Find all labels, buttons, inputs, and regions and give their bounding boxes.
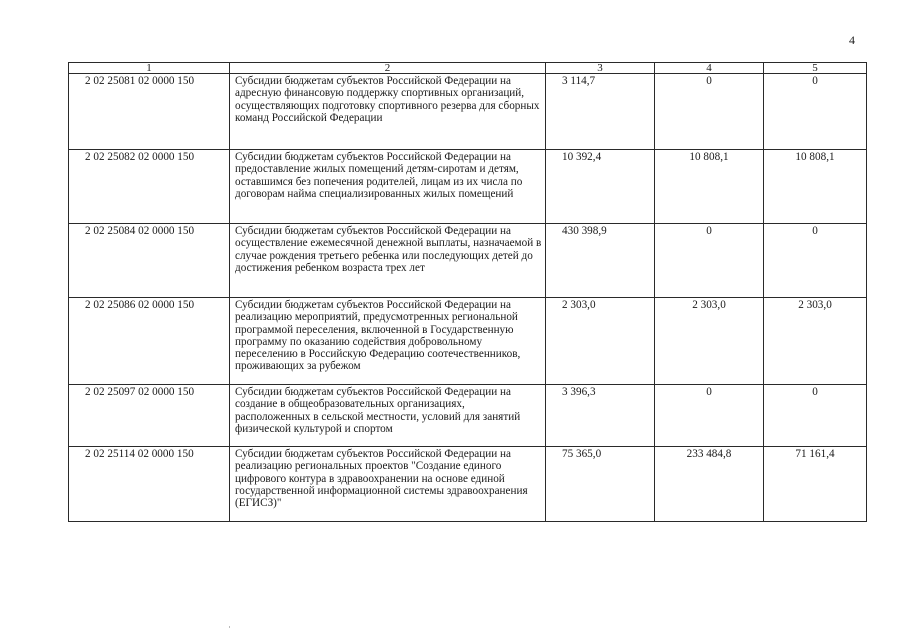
row-value-col4: 2 303,0 xyxy=(655,298,764,385)
page-number: 4 xyxy=(849,33,855,47)
row-code: 2 02 25084 02 0000 150 xyxy=(69,224,230,298)
row-description: Субсидии бюджетам субъектов Российской Федерации на адресную финансовую поддержку спортивных организаций, осуществляющих подготовку спортивного резерва для сборных команд Российской Федерации xyxy=(230,74,546,150)
row-value-col5: 0 xyxy=(764,385,867,447)
scan-speck xyxy=(229,626,230,628)
table-row xyxy=(69,150,867,224)
row-code: 2 02 25097 02 0000 150 xyxy=(69,385,230,447)
column-header-2: 2 xyxy=(230,63,546,74)
row-value-col4: 10 808,1 xyxy=(655,150,764,224)
table-row xyxy=(69,385,867,447)
row-description: Субсидии бюджетам субъектов Российской Федерации на реализацию мероприятий, предусмотренных региональной программой переселения, включенной в Государственную программу по оказанию содействия добровольному переселению в Российскую Федерацию соотечественников, проживающих за рубежом xyxy=(230,298,546,385)
row-description: Субсидии бюджетам субъектов Российской Федерации на осуществление ежемесячной денежной выплаты, назначаемой в случае рождения третьего ребенка или последующих детей до достижения ребенком возраста трех лет xyxy=(230,224,546,298)
column-header-4: 4 xyxy=(655,63,764,74)
row-value-col4: 0 xyxy=(655,74,764,150)
row-value-col5: 0 xyxy=(764,224,867,298)
row-code: 2 02 25114 02 0000 150 xyxy=(69,447,230,522)
row-code: 2 02 25086 02 0000 150 xyxy=(69,298,230,385)
table-row xyxy=(69,224,867,298)
budget-table xyxy=(68,62,867,522)
table-row xyxy=(69,447,867,522)
row-value-col3: 10 392,4 xyxy=(546,150,655,224)
row-value-col5: 0 xyxy=(764,74,867,150)
row-value-col4: 0 xyxy=(655,224,764,298)
table-header-row xyxy=(69,63,867,74)
row-value-col4: 233 484,8 xyxy=(655,447,764,522)
row-description: Субсидии бюджетам субъектов Российской Федерации на создание в общеобразовательных организациях, расположенных в сельской местности, условий для занятий физической культурой и спортом xyxy=(230,385,546,447)
column-header-1: 1 xyxy=(69,63,230,74)
column-header-5: 5 xyxy=(764,63,867,74)
row-code: 2 02 25082 02 0000 150 xyxy=(69,150,230,224)
table-row xyxy=(69,74,867,150)
row-value-col3: 3 114,7 xyxy=(546,74,655,150)
row-value-col3: 2 303,0 xyxy=(546,298,655,385)
row-value-col4: 0 xyxy=(655,385,764,447)
row-description: Субсидии бюджетам субъектов Российской Федерации на предоставление жилых помещений детям-сиротам и детям, оставшимся без попечения родителей, лицам из их числа по договорам найма специализированных жилых помещений xyxy=(230,150,546,224)
row-value-col3: 430 398,9 xyxy=(546,224,655,298)
table-row xyxy=(69,298,867,385)
row-value-col3: 3 396,3 xyxy=(546,385,655,447)
row-value-col3: 75 365,0 xyxy=(546,447,655,522)
row-value-col5: 2 303,0 xyxy=(764,298,867,385)
row-value-col5: 10 808,1 xyxy=(764,150,867,224)
row-description: Субсидии бюджетам субъектов Российской Федерации на реализацию региональных проектов "Создание единого цифрового контура в здравоохранении на основе единой государственной информационной системы здравоохранения (ЕГИСЗ)" xyxy=(230,447,546,522)
row-code: 2 02 25081 02 0000 150 xyxy=(69,74,230,150)
row-value-col5: 71 161,4 xyxy=(764,447,867,522)
column-header-3: 3 xyxy=(546,63,655,74)
